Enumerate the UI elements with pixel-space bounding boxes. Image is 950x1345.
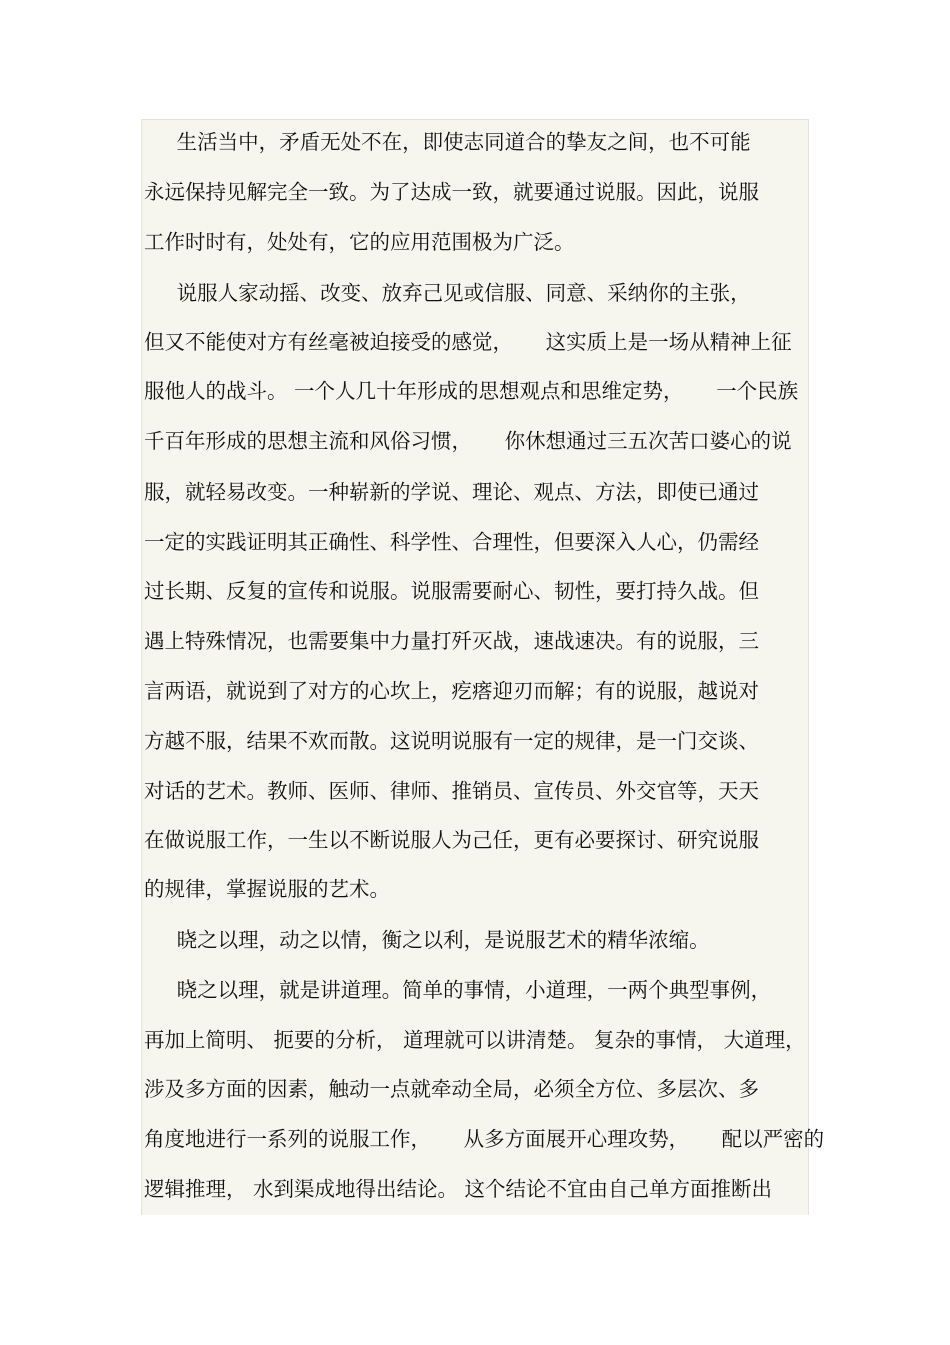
text-line: 逻辑推理， 水到渠成地得出结论。 这个结论不宜由自己单方面推断出 [144, 1177, 773, 1201]
text-line: 晓之以理，动之以情，衡之以利，是说服艺术的精华浓缩。 [144, 928, 710, 952]
text-line: 服他人的战斗。 一个人几十年形成的思想观点和思维定势， 一个民族 [144, 379, 799, 403]
text-line: 方越不服，结果不欢而散。这说明说服有一定的规律，是一门交谈、 [144, 729, 759, 753]
text-line: 永远保持见解完全一致。为了达成一致，就要通过说服。因此，说服 [144, 180, 759, 204]
text-line: 再加上简明、 扼要的分析， 道理就可以讲清楚。 复杂的事情， 大道理， [144, 1028, 806, 1052]
text-line: 说服人家动摇、改变、放弃己见或信服、同意、采纳你的主张， [144, 281, 751, 305]
text-line: 生活当中，矛盾无处不在，即使志同道合的挚友之间，也不可能 [144, 130, 751, 154]
text-line: 的规律，掌握说服的艺术。 [144, 877, 390, 901]
text-line: 工作时时有，处处有，它的应用范围极为广泛。 [144, 230, 575, 254]
text-line: 角度地进行一系列的说服工作， 从多方面展开心理攻势， 配以严密的 [144, 1127, 825, 1151]
text-line: 涉及多方面的因素，触动一点就牵动全局，必须全方位、多层次、多 [144, 1077, 759, 1101]
text-line: 但又不能使对方有丝毫被迫接受的感觉， 这实质上是一场从精神上征 [144, 330, 792, 354]
text-line: 一定的实践证明其正确性、科学性、合理性，但要深入人心，仍需经 [144, 530, 759, 554]
text-line: 服，就轻易改变。一种崭新的学说、理论、观点、方法，即使已通过 [144, 480, 759, 504]
text-line: 在做说服工作，一生以不断说服人为己任，更有必要探讨、研究说服 [144, 828, 759, 852]
text-line: 言两语，就说到了对方的心坎上，疙瘩迎刃而解；有的说服，越说对 [144, 679, 759, 703]
text-line: 对话的艺术。教师、医师、律师、推销员、宣传员、外交官等，天天 [144, 779, 759, 803]
text-line: 千百年形成的思想主流和风俗习惯， 你休想通过三五次苦口婆心的说 [144, 429, 792, 453]
text-line: 晓之以理，就是讲道理。简单的事情，小道理，一两个典型事例， [144, 978, 772, 1002]
text-line: 遇上特殊情况，也需要集中力量打歼灭战，速战速决。有的说服，三 [144, 629, 759, 653]
text-line: 过长期、反复的宣传和说服。说服需要耐心、韧性，要打持久战。但 [144, 579, 759, 603]
